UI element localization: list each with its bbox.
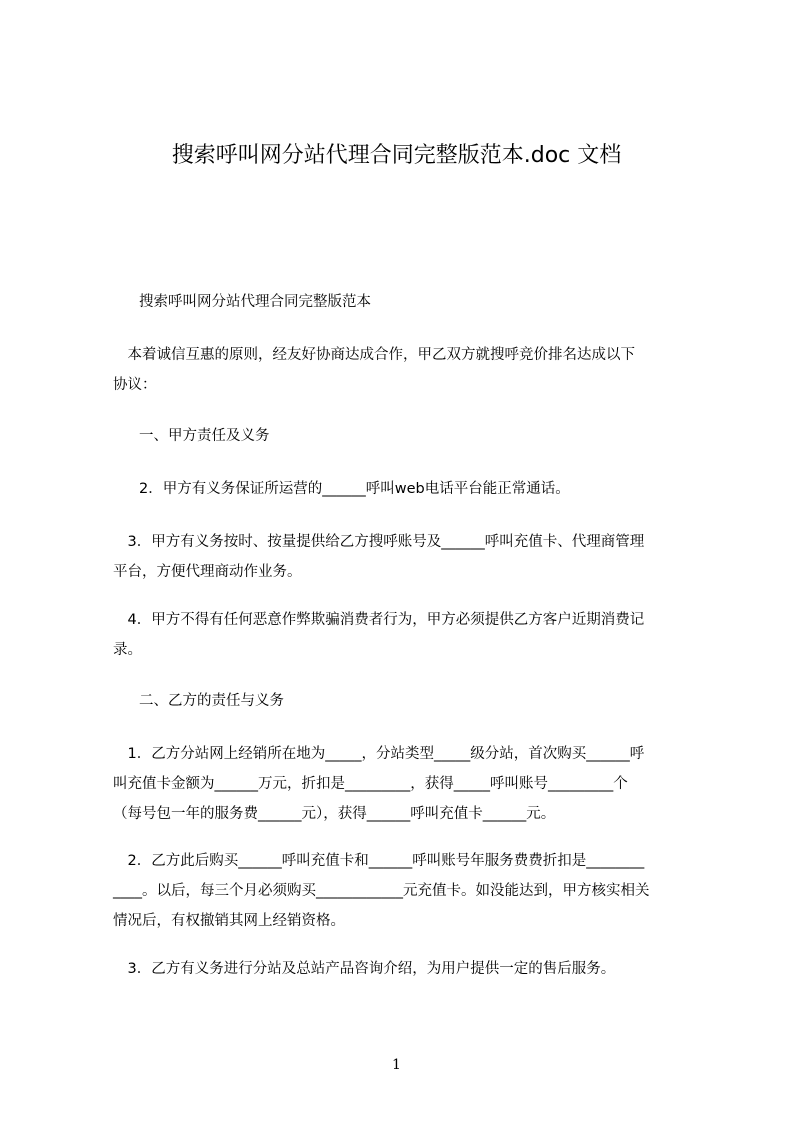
party-a-clause-4 [113,605,713,665]
party-b-clause-1 [113,739,713,829]
section-heading-party-a-text: 一、甲方责任及义务 [139,428,270,444]
section-heading-party-b [139,686,739,716]
section-heading-party-a [139,421,739,451]
party-b-clause-1-line-2: 叫充值卡金额为______万元，折扣是_________，获得_____呼叫账号_________个 [113,776,628,792]
party-b-clause-3-line-1: 3．乙方有义务进行分站及总站产品咨询介绍，为用户提供一定的售后服务。 [113,961,616,977]
party-b-clause-2-line-3: 情况后，有权撤销其网上经销资格。 [113,913,345,929]
party-b-clause-1-line-3: （每号包一年的服务费______元），获得______呼叫充值卡______元。 [113,806,556,822]
party-b-clause-3 [113,954,713,984]
intro-paragraph [113,340,713,400]
section-heading-party-b-text: 二、乙方的责任与义务 [139,693,284,709]
party-b-clause-2-line-2: ____。以后，每三个月必须购买____________元充值卡。如没能达到，甲方核实相关 [113,883,650,899]
party-a-clause-2-line-1: 2．甲方有义务保证所运营的______呼叫web电话平台能正常通话。 [139,481,570,497]
party-a-clause-2 [139,474,739,504]
intro-line-1: 本着诚信互惠的原则，经友好协商达成合作，甲乙双方就搜呼竞价排名达成以下 [113,347,635,363]
contract-subtitle [139,287,739,317]
intro-line-2: 协议： [113,377,157,393]
page-number: 1 [392,1057,401,1073]
party-a-clause-3 [113,527,713,587]
party-b-clause-2 [113,846,713,936]
contract-subtitle-text: 搜索呼叫网分站代理合同完整版范本 [139,294,371,310]
party-a-clause-3-line-1: 3．甲方有义务按时、按量提供给乙方搜呼账号及______呼叫充值卡、代理商管理 [113,534,645,550]
party-a-clause-4-line-1: 4．甲方不得有任何恶意作弊欺骗消费者行为，甲方必须提供乙方客户近期消费记 [113,612,645,628]
party-a-clause-4-line-2: 录。 [113,642,142,658]
document-title: 搜索呼叫网分站代理合同完整版范本.doc 文档 [171,143,622,168]
party-b-clause-2-line-1: 2．乙方此后购买______呼叫充值卡和______呼叫账号年服务费费折扣是________ [113,853,645,869]
party-b-clause-1-line-1: 1．乙方分站网上经销所在地为_____，分站类型_____级分站，首次购买______呼 [113,746,645,762]
party-a-clause-3-line-2: 平台，方便代理商动作业务。 [113,564,302,580]
